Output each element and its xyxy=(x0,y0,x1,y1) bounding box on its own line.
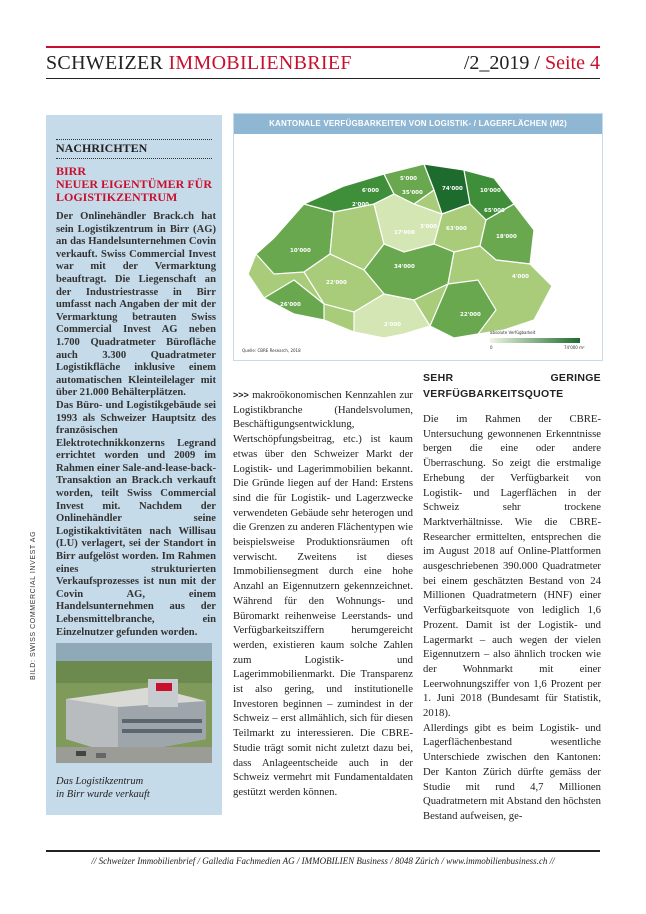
masthead-brand xyxy=(46,52,352,75)
logistics-center-photo xyxy=(56,643,212,763)
sidebar-body xyxy=(56,211,216,639)
map-label: 3'000 xyxy=(420,224,437,230)
map-label: 2'000 xyxy=(352,202,369,208)
map-label: 65'000 xyxy=(484,208,505,214)
map-label: 63'000 xyxy=(446,226,467,232)
sidebar-paragraph: Der Onlinehändler Brack.ch hat sein Logistikzentrum in Birr (AG) an das Handelsunternehmen Covin verkauft. Swiss Commercial Invest war mit der Vermarktung beauftragt. Die Liegenschaft an der Industriestrasse in Birr umfasst nach Angaben der mit der Vermarktung betrauten Swiss Commercial Invest AG neben 1.700 Quadratmeter Bürofläche auch 3.300 Quadratmeter Logistikfläche inklusive einem automatischen Kleinteilelager mit über 21.000 Behälterplätzen. xyxy=(56,211,216,399)
switzerland-map xyxy=(234,134,602,360)
article-column-3 xyxy=(423,370,601,824)
caption-line: Das Logistikzentrum xyxy=(56,776,144,787)
brand-part1: SCHWEIZER xyxy=(46,52,169,74)
map-label: 22'000 xyxy=(326,280,347,286)
news-sidebar xyxy=(46,115,222,815)
sidebar-divider-top xyxy=(56,139,212,140)
legend-gradient-bar xyxy=(490,338,580,343)
column3-paragraph: Allerdings gibt es beim Logistik- und Lagerflächenbestand wesentliche Unterschiede zwischen den Kantonen: Der Kanton Zürich dürfte gemäss der Studie mit rund 4,7 Millionen Quadratmetern mit Abstand den höchsten Bestand aufweisen, ge- xyxy=(423,721,601,822)
map-label: 10'000 xyxy=(480,188,501,194)
subheading-title: NEUER EIGENTÜMER FÜR LOGISTIKZENTRUM xyxy=(56,177,213,204)
map-label: 5'000 xyxy=(400,176,417,182)
map-label: 74'000 xyxy=(442,186,463,192)
photo-caption xyxy=(56,775,216,801)
masthead-issue xyxy=(464,52,600,75)
article-column-2 xyxy=(233,388,413,800)
map-label: 4'000 xyxy=(512,274,529,280)
caption-line: in Birr wurde verkauft xyxy=(56,789,150,800)
column2-text: makroökonomischen Kennzahlen zur Logistikbranche (Handelsvolumen, Beschäftigungsentwicklung, Wertschöpfungsbeitrag, etc.) ist kaum etwas über den Schweizer Markt der Logistik- und Lagerimmobilien bekannt. Die Gründe liegen auf der Hand: Erstens sind die für Logistik- und Lagerzwecke verwendeten Gebäude sehr heterogen und die Grenzen zu anderen Flächentypen wie beispielsweise Produktionsräumen oft verwischt. Zweitens ist dieses Immobiliensegment durch eine hohe Anzahl an Eigennutzern gekennzeichnet. Während für den Wohnungs- und Büromarkt reihenweise Leerstands- und Verfügbarkeitsziffern herumgereicht werden, existieren kaum solche Zahlen zum Logistik- und Lagerimmobilienmarkt. Die Transparenz ist also gering, und institutionelle Investoren beginnen – zumindest in der Schweiz – erst allmählich, sich für diesen Teilmarkt zu interessieren. Die CBRE-Studie trägt somit nicht zuletzt dazu bei, dass Anlageentscheide auch in der Schweiz vermehrt mit Fundamentaldaten gestützt werden können. xyxy=(233,389,413,798)
photo-credit: BILD: SWISS COMMERCIAL INVEST AG xyxy=(30,530,37,680)
brand-part2: IMMOBILIENBRIEF xyxy=(168,52,352,74)
map-label: 6'000 xyxy=(362,188,379,194)
canton-map-figure xyxy=(233,113,603,361)
footer-rule xyxy=(46,850,600,852)
subheading-location: BIRR xyxy=(56,164,87,178)
column2-paragraph xyxy=(233,388,413,800)
map-label: 17'000 xyxy=(394,230,415,236)
continuation-arrows: >>> xyxy=(233,390,249,400)
map-source: Quelle: CBRE Research, 2018 xyxy=(242,348,301,353)
map-label: 2'000 xyxy=(384,322,401,328)
page-label: Seite 4 xyxy=(540,52,600,74)
map-label: 35'000 xyxy=(402,190,423,196)
column3-paragraph: Die im Rahmen der CBRE-Untersuchung gewonnenen Erkenntnisse bergen die eine oder andere Überraschung. So zeigt die erstmalige Erhebung der Verfügbarkeit von Logistik- und Lagerflächen in der Schweiz sehr trockene Marktverhältnisse. Wie die CBRE-Researcher ermittelten, entsprechen die im August 2018 auf Online-Plattformen ausgeschriebenen 390.000 Quadratmeter bei einem geschätzten Bestand von 24 Millionen Quadratmetern (HNF) einer Verfügbarkeitsquote von lediglich 1,6 Prozent. Damit ist der Logistik- und Lagermarkt – auch wegen der vielen Eigennutzern – also ähnlich trocken wie der Wohnmarkt mit einer Leerwohnungsziffer von 1,6 Prozent per 1. Juni 2018 (Bundesamt für Statistik, 2018). xyxy=(423,413,601,720)
section-heading: SEHR GERINGE VERFÜGBARKEITSQUOTE xyxy=(423,372,601,400)
map-label: 10'000 xyxy=(290,248,311,254)
footer-text: // Schweizer Immobilienbrief / Galledia Fachmedien AG / IMMOBILIEN Business / 8048 Zürich / www.immobilienbusiness.ch // xyxy=(91,856,555,866)
sidebar-subheading xyxy=(56,165,216,204)
legend-title: absolute Verfügbarkeit xyxy=(490,330,536,335)
legend-min: 0 xyxy=(490,345,493,350)
map-label: 34'000 xyxy=(394,264,415,270)
sidebar-paragraph: Das Büro- und Logistikgebäude sei 1993 als Schweizer Hauptsitz des französischen Elektrotechnikkonzerns Legrand errichtet worden und 2009 im Rahmen einer Sale-and-lease-back-Transaktion an Brack.ch verkauft worden, teilt Swiss Commercial Invest mit. Nachdem der Onlinehändler seine Logistikaktivitäten nach Willisau (LU) verlagert, sei der Standort in Birr aufgelöst worden. Im Rahmen eines strukturierten Verkaufsprozesses ist nun mit der Covin AG, einem Handelsunternehmen aus der Lebensmittelbranche, ein Einzelnutzer gefunden worden. xyxy=(56,399,216,638)
issue-number: /2_2019 / xyxy=(463,52,540,74)
masthead-bottom-rule xyxy=(46,78,600,79)
sidebar-divider xyxy=(56,158,212,159)
map-title: KANTONALE VERFÜGBARKEITEN VON LOGISTIK- / LAGERFLÄCHEN (M2) xyxy=(234,114,602,134)
top-red-rule xyxy=(46,46,600,48)
legend-max: 74'000 m² xyxy=(564,345,585,350)
map-label: 26'000 xyxy=(280,302,301,308)
sidebar-heading: NACHRICHTEN xyxy=(56,141,148,155)
map-label: 18'000 xyxy=(496,234,517,240)
map-label: 22'000 xyxy=(460,312,481,318)
